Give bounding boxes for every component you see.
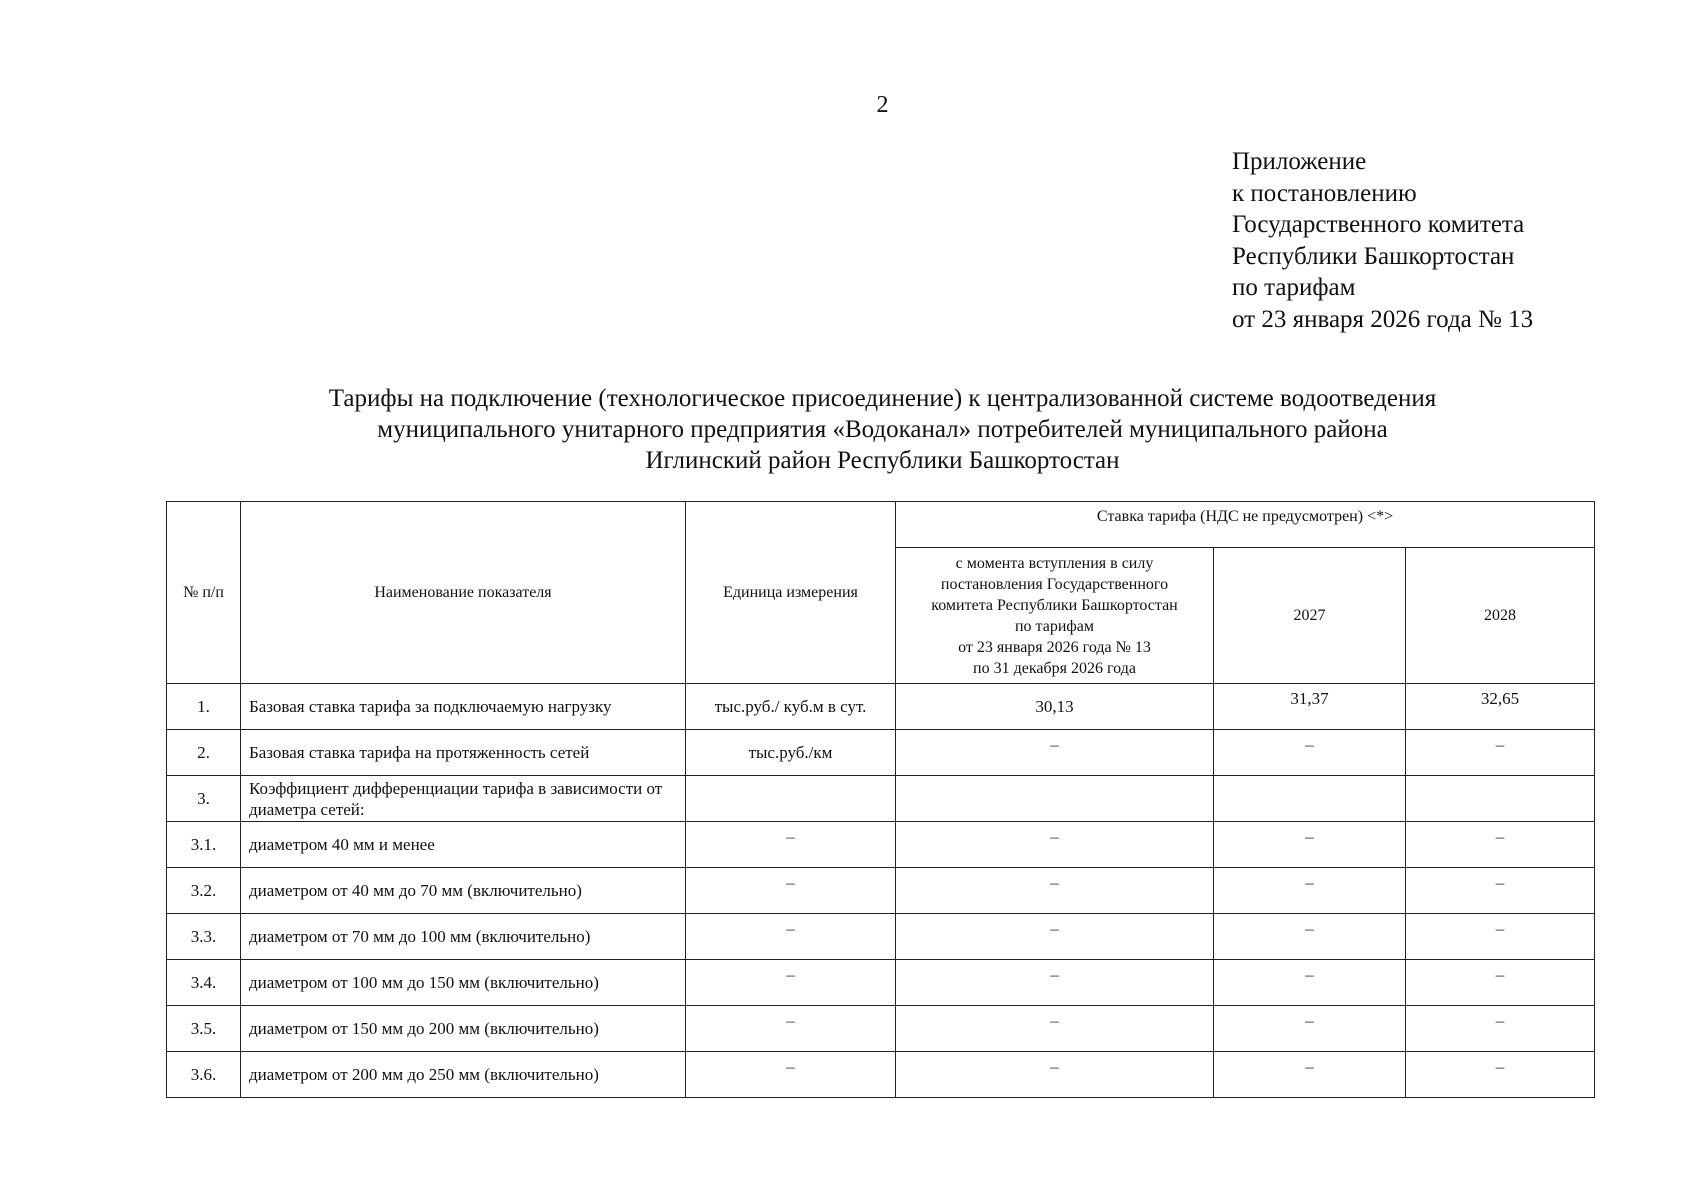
cell-value-2026 [896,776,1214,822]
cell-name: Базовая ставка тарифа на протяженность сетей [241,730,686,776]
title-line: муниципального унитарного предприятия «Водоканал» потребителей муниципального района [377,416,1388,443]
cell-value-2027: – [1214,1006,1406,1052]
header-period-line: постановления Государственного [940,575,1169,593]
cell-value-2027: 31,37 [1214,684,1406,730]
cell-value-2026: – [896,868,1214,914]
header-period-line: с момента вступления в силу [955,554,1154,572]
cell-value-2026: – [896,1052,1214,1098]
appendix-line: Республики Башкортостан [1232,242,1515,270]
cell-name: диаметром от 200 мм до 250 мм (включительно) [241,1052,686,1098]
cell-name: диаметром от 70 мм до 100 мм (включительно) [241,914,686,960]
cell-unit: – [686,960,896,1006]
table-row [167,868,1595,914]
cell-unit: – [686,1052,896,1098]
header-period-2026 [896,548,1214,684]
cell-name: диаметром 40 мм и менее [241,822,686,868]
cell-num: 3.4. [167,960,241,1006]
cell-unit [686,776,896,822]
cell-value-2027: – [1214,960,1406,1006]
cell-value-2028: – [1406,914,1595,960]
header-num: № п/п [167,502,241,684]
cell-name: диаметром от 150 мм до 200 мм (включительно) [241,1006,686,1052]
table-row [167,960,1595,1006]
cell-value-2026: – [896,822,1214,868]
cell-value-2026: 30,13 [896,684,1214,730]
appendix-line: Приложение [1232,148,1367,175]
appendix-line: Государственного комитета [1232,211,1525,238]
cell-num: 1. [167,684,241,730]
cell-value-2028: – [1406,730,1595,776]
cell-unit: – [686,868,896,914]
appendix-line: к постановлению [1232,179,1417,207]
cell-num: 3.6. [167,1052,241,1098]
table-row [167,822,1595,868]
table-row [167,1052,1595,1098]
appendix-block [1232,146,1533,335]
table-row [167,776,1595,822]
table-row [167,1006,1595,1052]
cell-num: 3.1. [167,822,241,868]
cell-value-2028: – [1406,822,1595,868]
header-period-line: от 23 января 2026 года № 13 [958,638,1151,656]
table-row [167,914,1595,960]
cell-value-2027: – [1214,868,1406,914]
cell-num: 3.2. [167,868,241,914]
cell-unit: тыс.руб./км [686,730,896,776]
cell-value-2027: – [1214,1052,1406,1098]
cell-value-2027: – [1214,914,1406,960]
title-line: Иглинский район Республики Башкортостан [645,447,1120,474]
header-rate-group: Ставка тарифа (НДС не предусмотрен) <*> [896,502,1595,548]
cell-name: Базовая ставка тарифа за подключаемую нагрузку [241,684,686,730]
header-year-2027: 2027 [1214,548,1406,684]
header-unit: Единица измерения [686,502,896,684]
cell-num: 3.3. [167,914,241,960]
header-year-2028: 2028 [1406,548,1595,684]
tariff-table [166,501,1595,1098]
cell-unit: – [686,822,896,868]
header-name: Наименование показателя [241,502,686,684]
table-header-row [167,502,1595,548]
table-row [167,730,1595,776]
cell-value-2027: – [1214,822,1406,868]
cell-num: 3.5. [167,1006,241,1052]
cell-value-2028: – [1406,1006,1595,1052]
cell-value-2028: – [1406,868,1595,914]
page-number: 2 [876,92,889,118]
cell-num: 3. [167,776,241,822]
cell-unit: – [686,1006,896,1052]
cell-num: 2. [167,730,241,776]
cell-value-2026: – [896,960,1214,1006]
cell-name: Коэффициент дифференциации тарифа в зависимости от диаметра сетей: [241,776,686,822]
cell-value-2027 [1214,776,1406,822]
title-line: Тарифы на подключение (технологическое присоединение) к централизованной системе водоотведения [328,385,1437,412]
cell-name: диаметром от 40 мм до 70 мм (включительно) [241,868,686,914]
cell-value-2028: 32,65 [1406,684,1595,730]
cell-value-2026: – [896,1006,1214,1052]
appendix-line: от 23 января 2026 года № 13 [1232,305,1534,333]
header-period-line: по тарифам [1014,617,1094,635]
table-row [167,684,1595,730]
cell-value-2028: – [1406,960,1595,1006]
document-title [0,383,1697,476]
cell-unit: – [686,914,896,960]
cell-name: диаметром от 100 мм до 150 мм (включительно) [241,960,686,1006]
cell-value-2027: – [1214,730,1406,776]
cell-value-2028: – [1406,1052,1595,1098]
cell-value-2026: – [896,730,1214,776]
header-period-line: комитета Республики Башкортостан [931,596,1178,614]
appendix-line: по тарифам [1232,274,1356,301]
cell-unit: тыс.руб./ куб.м в сут. [686,684,896,730]
header-period-line: по 31 декабря 2026 года [973,659,1136,677]
cell-value-2028 [1406,776,1595,822]
cell-value-2026: – [896,914,1214,960]
